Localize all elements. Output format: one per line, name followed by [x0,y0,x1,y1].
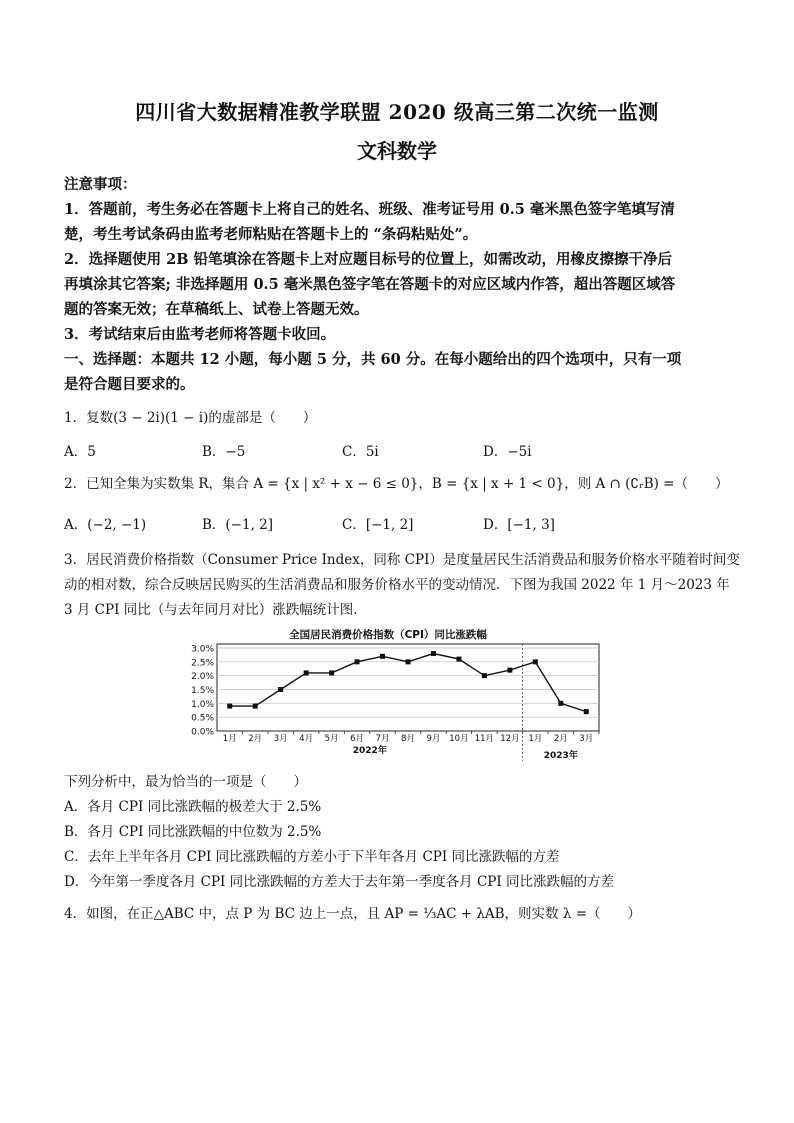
question-3-option-d: D．今年第一季度各月 CPI 同比涨跌幅的方差大于去年第一季度各月 CPI 同比涨跌幅的方差 [64,874,614,890]
question-3-option-a: A．各月 CPI 同比涨跌幅的极差大于 2.5% [64,799,322,815]
x-tick-label: 1月 [528,734,543,744]
data-point [507,668,512,673]
notes-item-2-line-2: 再填涂其它答案; 非选择题用 0.5 毫米黑色签字笔在答题卡的对应区域内作答，超出答题区域答 [64,276,676,293]
x-tick-label: 1月 [222,734,237,744]
question-4-stem: 4．如图，在正△ABC 中，点 P 为 BC 边上一点，且 AP = ⅓AC + λAB，则实数 λ =（ ） [64,906,642,922]
x-tick-label: 12月 [500,734,520,744]
question-1-option-c: C．5i [342,444,379,460]
y-tick-label: 3.0% [191,644,214,655]
question-1-option-d: D．−5i [483,444,532,460]
year-label-2023: 2023年 [543,751,578,761]
question-1-option-a: A．5 [64,444,96,460]
y-tick-label: 2.5% [191,658,214,669]
notes-heading: 注意事项： [64,176,137,193]
x-tick-label: 3月 [579,734,594,744]
data-point [558,701,563,706]
x-tick-label: 9月 [426,734,441,744]
x-tick-label: 5月 [324,734,339,744]
cpi-line-chart [184,628,604,768]
notes-item-2-line-1: 2．选择题使用 2B 铅笔填涂在答题卡上对应题目标号的位置上，如需改动，用橡皮擦擦干净后 [64,251,673,268]
question-3-option-c: C．去年上半年各月 CPI 同比涨跌幅的方差小于下半年各月 CPI 同比涨跌幅的方差 [64,849,560,865]
data-point [227,704,232,709]
exam-subtitle: 文科数学 [357,139,437,163]
data-point [584,709,589,714]
section-1-line-2: 是符合题目要求的。 [64,376,195,393]
x-tick-label: 7月 [375,734,390,744]
section-1-line-1: 一、选择题：本题共 12 小题，每小题 5 分，共 60 分。在每小题给出的四个选项中，只有一项 [64,351,682,368]
data-point [278,687,283,692]
y-tick-label: 1.0% [191,699,214,710]
chart-title: 全国居民消费价格指数（CPI）同比涨跌幅 [289,629,487,641]
notes-item-2-line-3: 题的答案无效；在草稿纸上、试卷上答题无效。 [64,301,369,318]
question-2-option-a: A．(−2, −1) [64,517,147,533]
question-2-option-d: D．[−1, 3] [483,517,555,533]
y-tick-label: 0.0% [191,727,214,738]
data-point [406,659,411,664]
x-tick-label: 4月 [299,734,314,744]
question-3-line-2: 动的相对数，综合反映居民购买的生活消费品和服务价格水平的变动情况．下图为我国 2022 年 1 月～2023 年 [64,577,730,593]
x-tick-label: 2月 [248,734,263,744]
question-1-option-b: B．−5 [202,444,246,460]
question-3-option-b: B．各月 CPI 同比涨跌幅的中位数为 2.5% [64,824,322,840]
data-point [533,659,538,664]
question-3-line-3: 3 月 CPI 同比（与去年同月对比）涨跌幅统计图． [64,602,367,618]
data-point [355,659,360,664]
data-point [431,651,436,656]
question-3-line-1: 3．居民消费价格指数（Consumer Price Index，同称 CPI）是度量居民生活消费品和服务价格水平随着时间变 [64,552,740,568]
exam-title: 四川省大数据精准教学联盟 2020 级高三第二次统一监测 [135,100,659,124]
notes-item-1-line-1: 1．答题前，考生务必在答题卡上将自己的姓名、班级、准考证号用 0.5 毫米黑色签字笔填写清 [64,201,675,218]
x-tick-label: 11月 [474,734,495,744]
year-label-2022: 2022年 [352,746,387,756]
question-1-stem: 1．复数(3 − 2i)(1 − i)的虚部是（ ） [64,410,317,426]
x-tick-label: 8月 [401,734,415,744]
notes-item-3: 3．考试结束后由监考老师将答题卡收回。 [64,326,336,343]
data-point [329,670,334,675]
data-point [456,657,461,662]
x-tick-label: 2月 [553,734,568,744]
data-point [304,670,309,675]
y-tick-label: 0.5% [191,713,214,724]
data-point [482,673,487,678]
question-2-option-b: B．(−1, 2] [202,517,274,533]
question-2-stem: 2．已知全集为实数集 R，集合 A = {x | x² + x − 6 ≤ 0}，B = {x | x + 1 < 0}，则 A ∩ (∁ᵣB) =（ ） [64,476,729,492]
chart-frame [217,644,599,731]
question-3-prompt: 下列分析中，最为恰当的一项是（ ） [64,774,307,790]
x-tick-label: 3月 [273,734,288,744]
y-tick-label: 1.5% [191,686,214,696]
question-2-option-c: C．[−1, 2] [342,517,414,533]
data-point [253,704,258,709]
data-point [380,654,385,659]
x-tick-label: 10月 [449,734,469,744]
y-tick-label: 2.0% [191,672,214,683]
x-tick-label: 6月 [350,734,365,744]
notes-item-1-line-2: 楚，考生考试条码由监考老师粘贴在答题卡上的 “条码粘贴处”。 [64,226,478,243]
